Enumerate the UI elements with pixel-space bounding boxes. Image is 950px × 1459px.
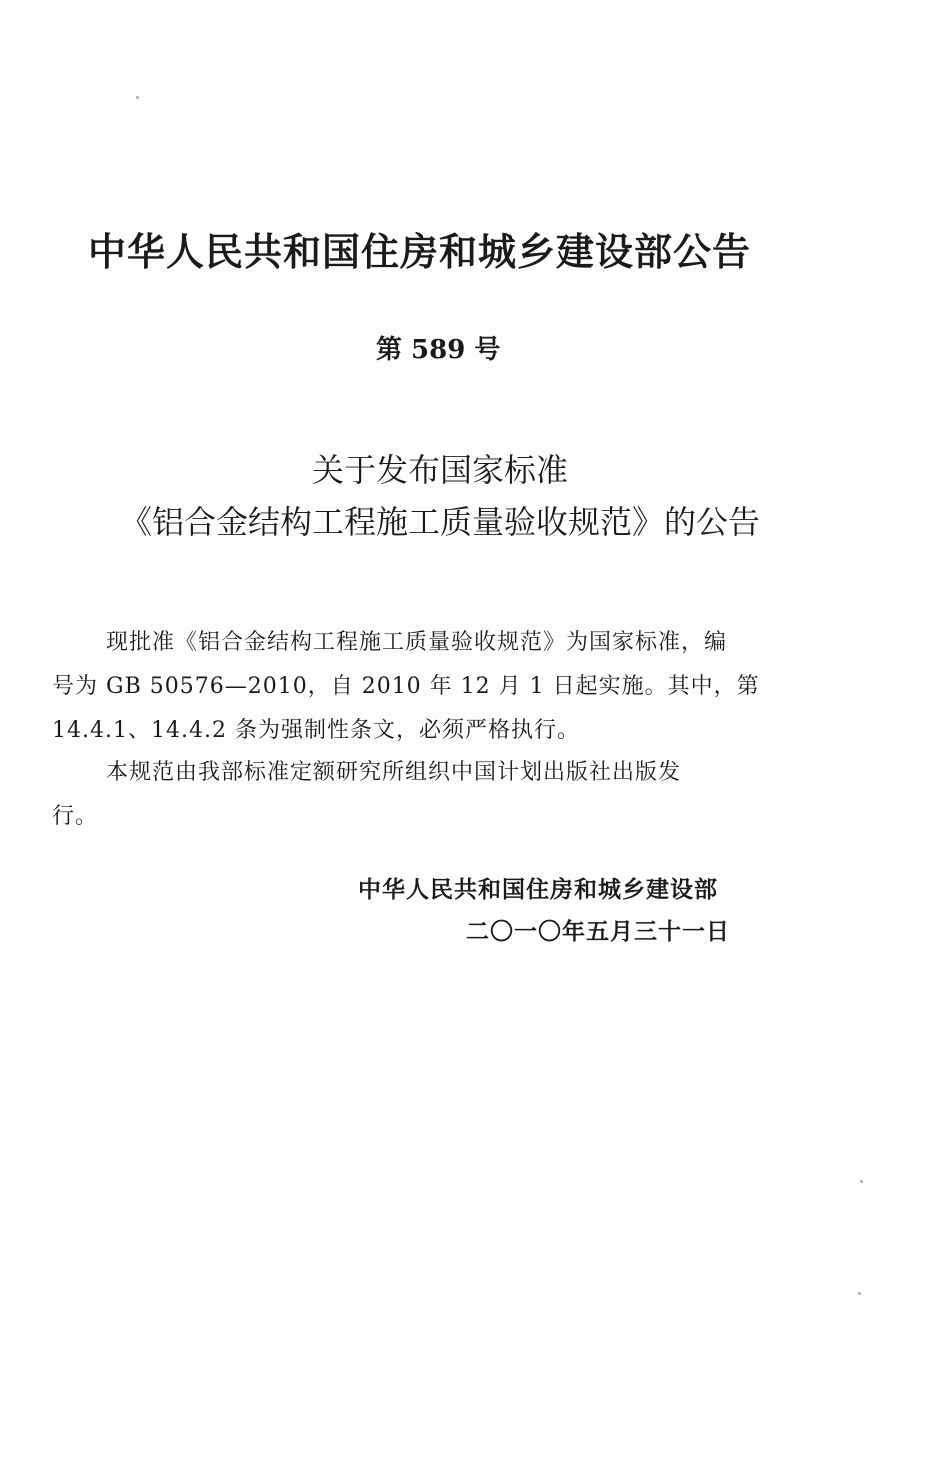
body-paragraph-1-line-2: 号为 GB 50576—2010，自 2010 年 12 月 1 日起实施。其中，第 xyxy=(52,674,760,699)
scan-speck xyxy=(858,1292,861,1295)
announcement-number: 第 589 号 xyxy=(376,335,501,365)
body-paragraph-2-line-1: 本规范由我部标准定额研究所组织中国计划出版社出版发 xyxy=(106,760,682,785)
body-paragraph-2-line-2: 行。 xyxy=(52,804,99,829)
signing-date: 二〇一〇年五月三十一日 xyxy=(466,919,730,945)
scan-speck xyxy=(860,1180,863,1183)
notice-title-line-1: 关于发布国家标准 xyxy=(311,451,568,489)
announcement-title: 中华人民共和国住房和城乡建设部公告 xyxy=(88,230,752,274)
scan-speck xyxy=(136,96,139,99)
notice-title-line-2: 《铝合金结构工程施工质量验收规范》的公告 xyxy=(119,503,760,541)
body-paragraph-1-line-3: 14.4.1、14.4.2 条为强制性条文，必须严格执行。 xyxy=(52,718,580,743)
signing-organization: 中华人民共和国住房和城乡建设部 xyxy=(358,877,718,903)
body-paragraph-1-line-1: 现批准《铝合金结构工程施工质量验收规范》为国家标准，编 xyxy=(106,630,728,655)
